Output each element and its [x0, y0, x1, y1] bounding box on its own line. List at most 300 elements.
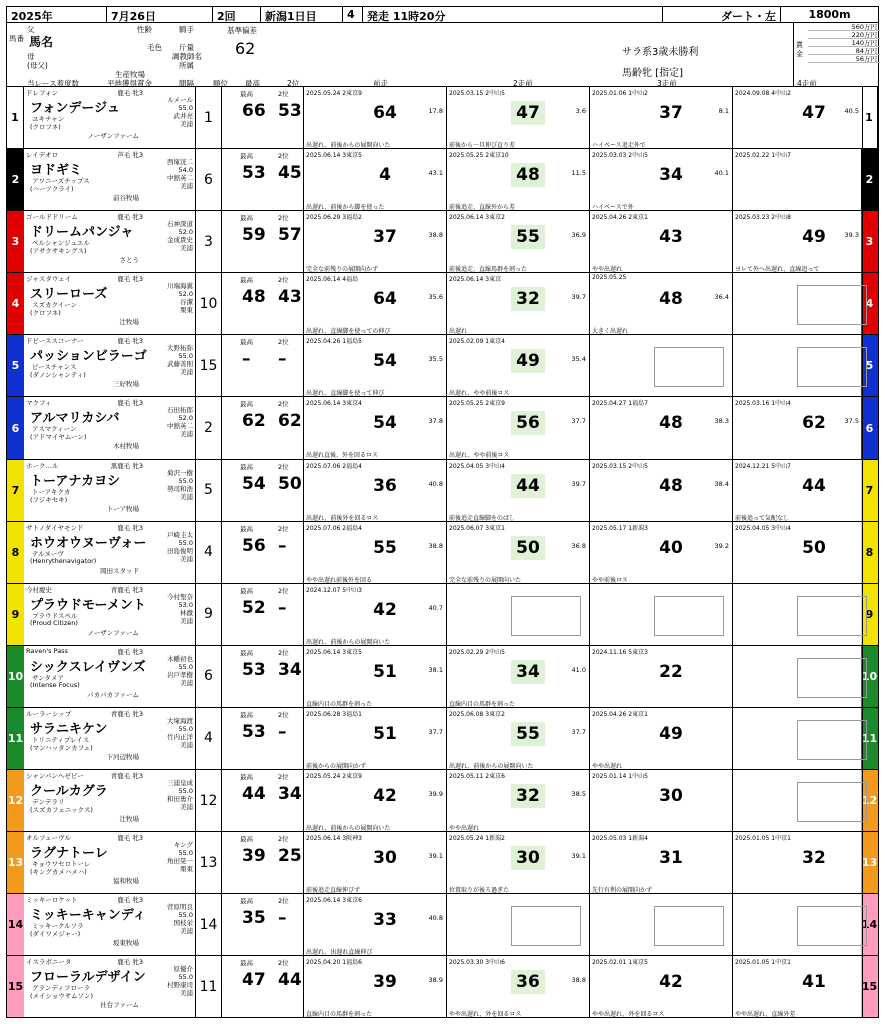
past-race-2[interactable]	[447, 584, 590, 645]
rank: 6	[196, 149, 222, 210]
past-race-1[interactable]	[304, 522, 447, 583]
sex-age-value: 牝3	[132, 275, 143, 284]
past-race-comment: 直線内目の馬群を割った	[306, 1011, 373, 1019]
rank: 6	[196, 646, 222, 707]
damsire-name: (アドマイヤムーン)	[30, 433, 87, 442]
past-race-1[interactable]	[304, 646, 447, 707]
past-race-score: 54	[373, 351, 397, 372]
past-race-time-diff: 39.2	[714, 541, 729, 550]
breeder-name: 三好牧場	[113, 380, 139, 389]
empty-race-box	[797, 658, 867, 698]
past-race-comment: 前後追走直線脚をのばし	[449, 514, 516, 522]
jockey-label: 騎手	[179, 25, 194, 34]
past-race-1[interactable]	[304, 584, 447, 645]
meet-name: 新潟1日目	[261, 7, 343, 22]
past-race-4[interactable]	[733, 708, 863, 769]
order-label: 順位	[213, 79, 228, 88]
past-race-score: 51	[373, 723, 397, 744]
past-race-2[interactable]	[447, 646, 590, 707]
horse-row[interactable]	[7, 211, 878, 273]
horse-label: 馬名	[29, 35, 54, 49]
past-race-3[interactable]	[590, 646, 733, 707]
past-race-4[interactable]	[733, 460, 863, 521]
dam-name: ユキチャン	[32, 115, 65, 123]
past-race-score: 55	[373, 537, 397, 558]
past-race-time-diff: 39.9	[428, 790, 443, 799]
coat-color: 鹿毛	[117, 958, 131, 967]
race-number: 4	[343, 7, 363, 22]
past-race-score: 44	[511, 474, 545, 498]
horse-name[interactable]: ドリームパンジャ	[30, 225, 134, 241]
past-race-3[interactable]	[590, 273, 733, 334]
horse-name[interactable]: ホウオウヌーヴォー	[30, 535, 147, 551]
color-label: 毛色	[147, 43, 162, 52]
horse-info[interactable]	[24, 335, 196, 396]
past-race-score: 34	[511, 660, 545, 684]
past-race-1[interactable]	[304, 460, 447, 521]
past-race-1[interactable]	[304, 770, 447, 831]
second-score: 45	[278, 163, 302, 184]
past-race-comment: 前後追走、直線馬群を割った	[449, 266, 528, 274]
horse-info[interactable]	[24, 646, 196, 707]
index-block	[222, 522, 304, 583]
past-race-3[interactable]	[590, 584, 733, 645]
stable: 美浦	[180, 678, 193, 687]
rank: 10	[196, 273, 222, 334]
past-race-2[interactable]	[447, 149, 590, 210]
past-race-4[interactable]	[733, 584, 863, 645]
past-race-time-diff: 40.1	[714, 169, 729, 178]
umaban-right: 7	[861, 460, 878, 521]
past-race-date: 2024.12.07 5中山3	[306, 586, 362, 594]
horse-row[interactable]	[7, 770, 878, 832]
past-race-date: 2025.04.27 1福島7	[592, 400, 648, 408]
second-score: 44	[278, 970, 302, 991]
past-race-3[interactable]	[590, 211, 733, 272]
best-label: 最高	[240, 648, 253, 657]
past-race-time-diff: 36.4	[714, 293, 729, 302]
empty-race-box	[797, 782, 867, 822]
jockey-block	[145, 282, 193, 314]
past-race-2[interactable]	[447, 460, 590, 521]
umaban-right: 6	[861, 397, 878, 458]
past-race-time-diff: 3.6	[575, 107, 586, 115]
past-race-score: 34	[659, 165, 683, 186]
sire-name: レイデオロ	[26, 151, 59, 160]
horse-name[interactable]: ミッキーキャンディ	[30, 908, 146, 924]
horse-name[interactable]: パッションビラーゴ	[30, 349, 147, 365]
stable: 美浦	[180, 244, 193, 253]
past-race-score: 55	[511, 722, 545, 746]
trainer-label: 調教師名	[172, 52, 202, 61]
umaban-right: 5	[861, 335, 878, 396]
horse-name[interactable]: トーアナカヨシ	[30, 473, 121, 489]
second-label: 2位	[278, 959, 289, 968]
weight: 55.0	[178, 662, 193, 671]
horse-row[interactable]	[7, 273, 878, 335]
past-race-3[interactable]	[590, 460, 733, 521]
horse-name[interactable]: シックスレイヴンズ	[30, 659, 146, 675]
rank: 13	[196, 832, 222, 893]
past-race-comment: 出遅れ、出遅れ直線伸び	[306, 949, 373, 957]
sex-age-value: 牝3	[132, 523, 143, 532]
past-race-date: 2025.04.05 3中山4	[735, 524, 791, 532]
past-race-4[interactable]	[733, 832, 863, 893]
prize-1: 560万円	[808, 23, 880, 31]
horse-row[interactable]	[7, 87, 878, 149]
jockey-block	[145, 220, 193, 252]
jockey-name: 原優介	[173, 965, 193, 974]
prev2-label: 2走前	[513, 79, 533, 88]
horse-name[interactable]: サラニキケン	[30, 721, 108, 737]
past-race-3[interactable]	[590, 335, 733, 396]
past-race-4[interactable]	[733, 211, 863, 272]
past-race-1[interactable]	[304, 211, 447, 272]
past-race-comment: 出遅れ、やや前後ロス	[449, 390, 510, 398]
second-label: 2位	[278, 90, 289, 98]
second-label: 2位	[278, 214, 289, 223]
breeder-name: ノーザンファーム	[87, 132, 139, 140]
past-race-4[interactable]	[733, 397, 863, 458]
umaban-left: 5	[7, 335, 24, 396]
sex-age	[117, 274, 143, 283]
past-race-2[interactable]	[447, 832, 590, 893]
trainer-name: 村野康司	[167, 981, 193, 990]
dam-name: トリニティプレイス	[32, 735, 90, 744]
past-race-comment: 出遅れ、直線脚を使っての伸び	[306, 328, 391, 336]
second-label: 2位	[278, 152, 289, 161]
second-score: 43	[278, 287, 302, 308]
weight: 55.0	[178, 352, 193, 361]
sire-name: オルフェーヴル	[26, 834, 71, 843]
horse-info[interactable]	[24, 273, 196, 334]
past-race-time-diff: 17.8	[428, 107, 443, 115]
past-race-4[interactable]	[733, 149, 863, 210]
best-score: 62	[242, 411, 266, 432]
weight: 52.0	[178, 228, 193, 237]
past-race-score: 39	[373, 972, 397, 993]
horse-row[interactable]	[7, 956, 878, 1018]
past-race-4[interactable]	[733, 335, 863, 396]
index-block	[222, 460, 304, 521]
past-race-score: 44	[802, 475, 826, 496]
sire-name: ドレフォン	[26, 89, 59, 97]
dam-name: トーアキクカ	[32, 487, 71, 496]
past-race-1[interactable]	[304, 894, 447, 955]
trainer-name: 中舘英二	[167, 174, 193, 183]
horse-info[interactable]	[24, 708, 196, 769]
past-race-comment: やや出遅れ、外を回るロス	[592, 1011, 665, 1019]
past-race-date: 2025.05.25	[592, 274, 627, 282]
past-race-comment: 前後追走、直線外から差	[449, 204, 516, 212]
umaban-right: 11	[861, 708, 878, 769]
second-score: 53	[278, 101, 302, 121]
damsire-name: (クロフネ)	[30, 309, 61, 318]
past-race-date: 2025.02.09 1東京4	[449, 338, 505, 346]
rank: 9	[196, 584, 222, 645]
sex-age-value: 牝3	[132, 834, 143, 843]
past-race-2[interactable]	[447, 335, 590, 396]
horse-info[interactable]	[24, 832, 196, 893]
prize-3: 140万円	[808, 39, 880, 47]
past-race-1[interactable]	[304, 708, 447, 769]
horse-info[interactable]	[24, 460, 196, 521]
horse-row[interactable]	[7, 708, 878, 770]
past-race-1[interactable]	[304, 397, 447, 458]
past-race-date: 2025.05.03 1新潟4	[592, 835, 648, 843]
horse-name[interactable]: アルマリカシバ	[30, 411, 120, 427]
horse-name[interactable]: フォンデージュ	[30, 101, 120, 116]
weight: 55.0	[178, 973, 193, 982]
sex-age-value: 牝3	[132, 772, 143, 781]
empty-race-box	[797, 285, 867, 325]
jockey-name: 三浦皇成	[167, 779, 193, 788]
stable: 美浦	[180, 492, 193, 501]
race-condition: 馬齢牝 [指定]	[622, 68, 683, 79]
past-race-time-diff: 37.7	[571, 417, 586, 426]
jockey-name: 石神深道	[167, 220, 193, 229]
past-race-time-diff: 11.5	[571, 169, 586, 178]
empty-race-box	[511, 596, 581, 636]
umaban-left: 15	[7, 956, 24, 1017]
sire-name: ルーラーシップ	[26, 709, 72, 718]
past-race-1[interactable]	[304, 335, 447, 396]
dam-name: テルヌーヴ	[32, 549, 64, 558]
best-score: 48	[242, 287, 266, 308]
second-score: 50	[278, 473, 302, 494]
past-race-date: 2025.06.07 3東京1	[449, 524, 505, 532]
horse-name[interactable]: スリーローズ	[30, 287, 108, 303]
past-race-4[interactable]	[733, 273, 863, 334]
umaban-left: 3	[7, 211, 24, 272]
past-race-comment: やや出遅れ、直線外差	[735, 1011, 796, 1019]
past-race-2[interactable]	[447, 770, 590, 831]
second-label: 2位	[278, 897, 289, 906]
second-label: 2位	[278, 710, 289, 719]
past-race-time-diff: 37.7	[428, 727, 443, 736]
trainer-name: 金成貴史	[167, 236, 193, 245]
past-race-4[interactable]	[733, 646, 863, 707]
damsire-name: (Intense Focus)	[30, 680, 80, 689]
past-race-1[interactable]	[304, 87, 447, 148]
horse-name[interactable]: フローラルデザイン	[30, 970, 146, 986]
horse-row[interactable]	[7, 397, 878, 459]
past-race-1[interactable]	[304, 832, 447, 893]
sex-age-value: 牝3	[132, 647, 143, 656]
past-race-2[interactable]	[447, 397, 590, 458]
jockey-name: 川端海翼	[167, 282, 193, 291]
past-race-time-diff: 37.8	[428, 417, 443, 426]
past-race-3[interactable]	[590, 894, 733, 955]
horse-row[interactable]	[7, 149, 878, 211]
horse-row[interactable]	[7, 335, 878, 397]
course: ダート・左	[663, 7, 781, 22]
past-race-1[interactable]	[304, 956, 447, 1017]
horse-info[interactable]	[24, 770, 196, 831]
past-race-comment: やや出遅れ、外を回るロス	[449, 1011, 522, 1019]
horse-info[interactable]	[24, 522, 196, 583]
best-score: 35	[242, 908, 266, 929]
sire-name: ミッキーロケット	[26, 896, 78, 905]
horse-row[interactable]	[7, 832, 878, 894]
damsire-name: (ダイワメジャー)	[30, 930, 81, 939]
coat-color: 鹿毛	[117, 647, 131, 656]
sire-name: サトノダイヤモンド	[26, 523, 84, 532]
index-block	[222, 149, 304, 210]
past-race-3[interactable]	[590, 522, 733, 583]
second-score: –	[278, 721, 287, 742]
trainer-name: 谷潔	[180, 298, 193, 307]
past-race-date: 2025.03.23 2中山8	[735, 214, 791, 222]
dam-name: ピースチャンス	[32, 363, 77, 372]
horse-name[interactable]: ヨドギミ	[30, 163, 83, 179]
past-race-3[interactable]	[590, 832, 733, 893]
index-block	[222, 87, 304, 148]
jockey-name: 戸崎圭太	[167, 530, 193, 539]
best-label: 最高	[240, 276, 253, 285]
past-race-4[interactable]	[733, 956, 863, 1017]
horse-name[interactable]: クールカグラ	[30, 784, 108, 800]
past-race-3[interactable]	[590, 87, 733, 148]
horse-info[interactable]	[24, 211, 196, 272]
past-race-date: 2025.01.05 1中京1	[735, 959, 791, 967]
past-race-1[interactable]	[304, 149, 447, 210]
past-race-3[interactable]	[590, 397, 733, 458]
past-race-comment: 完全な前残りの展開向いた	[449, 576, 522, 584]
umaban-right: 4	[861, 273, 878, 334]
umaban-left: 1	[7, 87, 24, 148]
umaban-left: 14	[7, 894, 24, 955]
past-race-score: 32	[511, 287, 545, 311]
horse-row[interactable]	[7, 584, 878, 646]
horse-info[interactable]	[24, 87, 196, 148]
past-race-4[interactable]	[733, 87, 863, 148]
sex-age-value: 牝3	[132, 89, 143, 97]
horse-name[interactable]: プラウドモーメント	[30, 597, 146, 613]
dam-name: アスマクィーン	[32, 425, 77, 434]
race-header	[7, 7, 878, 23]
past-race-4[interactable]	[733, 770, 863, 831]
index-block	[222, 708, 304, 769]
past-race-4[interactable]	[733, 522, 863, 583]
sex-age	[117, 398, 143, 407]
past-race-4[interactable]	[733, 894, 863, 955]
damsire-name: (クロフネ)	[30, 123, 61, 131]
umaban-right: 3	[861, 211, 878, 272]
damsire-name: (マンハッタンカフェ)	[30, 743, 93, 752]
horse-info[interactable]	[24, 584, 196, 645]
sex-age	[117, 895, 143, 904]
coat-color: 鹿毛	[117, 834, 131, 843]
past-race-2[interactable]	[447, 273, 590, 334]
past-race-date: 2025.07.06 2福島4	[306, 524, 362, 532]
past-race-time-diff: 38.1	[428, 665, 443, 674]
rank: 15	[196, 335, 222, 396]
past-race-1[interactable]	[304, 273, 447, 334]
sex-age	[117, 523, 143, 532]
past-race-date: 2025.07.06 2福島4	[306, 462, 362, 470]
breeder-name: トーア牧場	[106, 504, 139, 513]
past-race-comment: やや出遅れ	[592, 266, 623, 274]
past-race-comment: 出遅れ、前後から脚を使った	[306, 204, 385, 212]
horse-info[interactable]	[24, 956, 196, 1017]
past-race-2[interactable]	[447, 894, 590, 955]
horse-info[interactable]	[24, 149, 196, 210]
empty-race-box	[511, 906, 581, 946]
past-race-score: 43	[659, 227, 683, 248]
sire-label: 父	[27, 25, 35, 34]
past-race-3[interactable]	[590, 770, 733, 831]
prize-table	[793, 23, 880, 86]
past-race-2[interactable]	[447, 87, 590, 148]
horse-row[interactable]	[7, 522, 878, 584]
horse-row[interactable]	[7, 646, 878, 708]
empty-race-box	[797, 906, 867, 946]
horse-row[interactable]	[7, 460, 878, 522]
coat-color: 黒鹿毛	[110, 461, 131, 470]
jockey-block	[145, 96, 193, 128]
sex-age	[117, 150, 143, 159]
past-race-2[interactable]	[447, 956, 590, 1017]
sex-age-value: 牝3	[132, 399, 143, 408]
weight: 55.0	[178, 787, 193, 796]
horse-row[interactable]	[7, 894, 878, 956]
stable: 美浦	[180, 120, 193, 128]
past-race-score: 30	[511, 846, 545, 870]
past-race-2[interactable]	[447, 522, 590, 583]
umaban-left: 10	[7, 646, 24, 707]
coat-color: 鹿毛	[117, 275, 131, 284]
umaban-right: 14	[861, 894, 878, 955]
past-race-3[interactable]	[590, 149, 733, 210]
past-race-2[interactable]	[447, 708, 590, 769]
horse-name[interactable]: ラグナトーレ	[30, 846, 108, 862]
rank: 4	[196, 522, 222, 583]
umaban-left: 6	[7, 397, 24, 458]
rank: 3	[196, 211, 222, 272]
umaban-right: 2	[861, 149, 878, 210]
second-label: 2位	[287, 79, 300, 88]
best-label: 最高	[240, 400, 253, 409]
sex-age-value: 牝3	[132, 958, 143, 967]
past-race-score: 32	[802, 848, 826, 869]
jockey-block	[145, 531, 193, 563]
past-race-time-diff: 38.5	[571, 790, 586, 799]
past-race-comment: やや出遅れ	[592, 762, 623, 770]
past-race-time-diff: 39.1	[428, 852, 443, 861]
past-race-score: 36	[511, 970, 545, 994]
second-score: –	[278, 908, 287, 929]
past-race-date: 2025.06.14 3東京5	[306, 648, 362, 656]
sex-age	[117, 336, 143, 345]
horse-info[interactable]	[24, 397, 196, 458]
past-race-3[interactable]	[590, 708, 733, 769]
jockey-block	[145, 717, 193, 749]
past-race-date: 2025.05.24 1新潟2	[449, 835, 505, 843]
past-race-comment: 大きく出遅れ	[592, 328, 629, 336]
past-race-score: 47	[511, 101, 545, 125]
stable: 美浦	[180, 182, 193, 191]
jockey-block	[145, 158, 193, 190]
past-race-3[interactable]	[590, 956, 733, 1017]
horse-info[interactable]	[24, 894, 196, 955]
past-race-comment: ヨレて外へ出遅れ、直線追って	[735, 266, 820, 274]
past-race-score: 37	[373, 227, 397, 248]
coat-color: 青鹿毛	[110, 709, 131, 718]
damsire-name: (アサクサキングス)	[30, 247, 87, 256]
past-race-2[interactable]	[447, 211, 590, 272]
damsire-name: (Henrythenavigator)	[30, 556, 97, 565]
